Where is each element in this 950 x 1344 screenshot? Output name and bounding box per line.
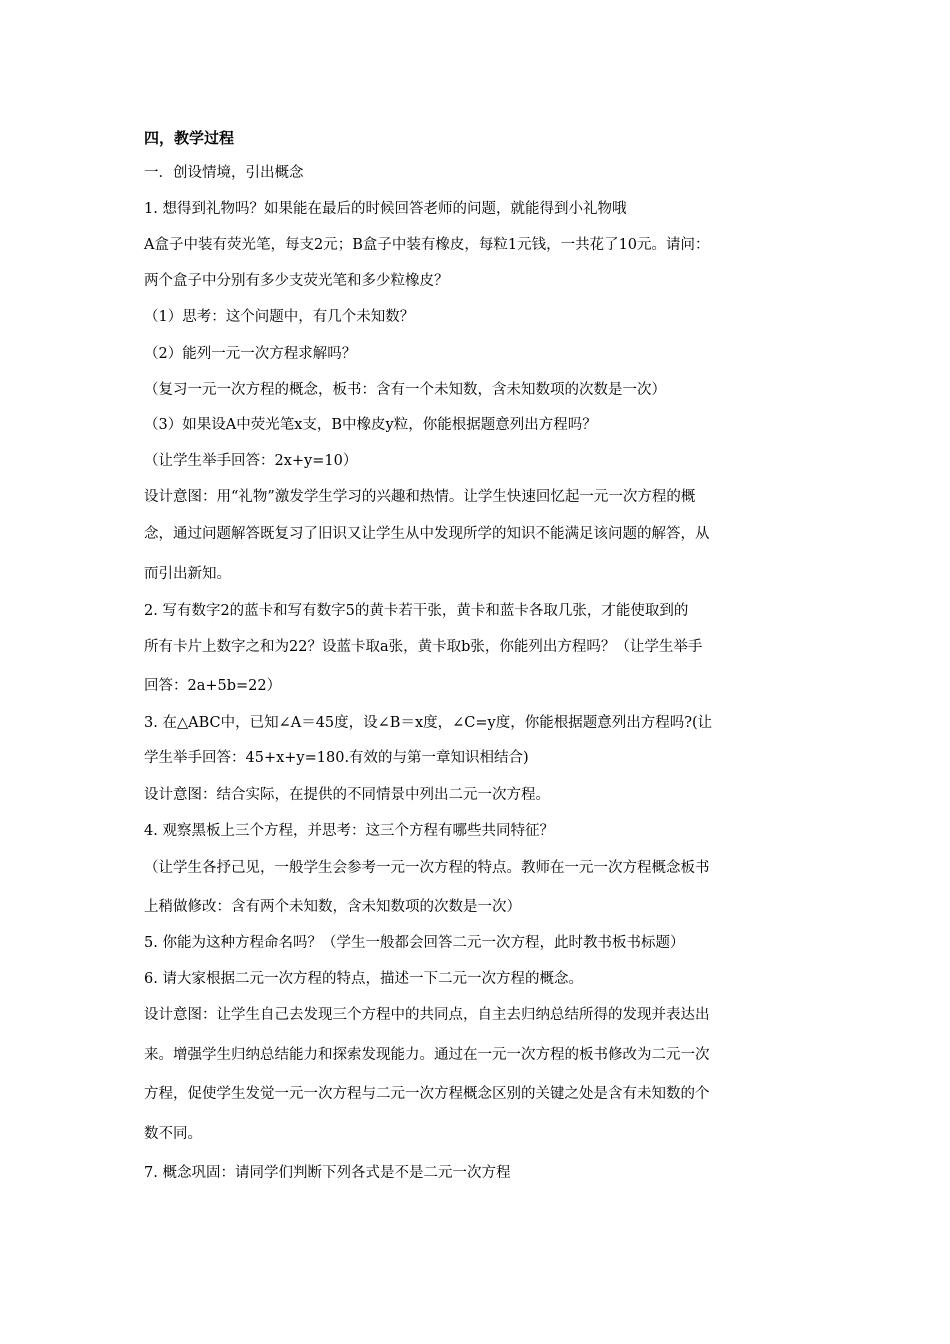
text-line: 5. 你能为这种方程命名吗？（学生一般都会回答二元一次方程，此时教书板书标题） [144, 935, 685, 951]
text-line: （复习一元一次方程的概念，板书：含有一个未知数，含未知数项的次数是一次） [144, 382, 666, 398]
text-line: 回答：2a+5b=22） [144, 678, 282, 694]
text-line: 方程，促使学生发觉一元一次方程与二元一次方程概念区别的关键之处是含有未知数的个 [144, 1086, 710, 1102]
text-line: A盒子中装有荧光笔，每支2元；B盒子中装有橡皮，每粒1元钱，一共花了10元。请问： [144, 237, 710, 253]
text-line: 所有卡片上数字之和为22？设蓝卡取a张，黄卡取b张，你能列出方程吗？（让学生举手 [144, 639, 703, 655]
text-line: 来。增强学生归纳总结能力和探索发现能力。通过在一元一次方程的板书修改为二元一次 [144, 1047, 710, 1063]
text-line: 1. 想得到礼物吗？如果能在最后的时候回答老师的问题，就能得到小礼物哦 [144, 201, 627, 217]
text-line: 念，通过问题解答既复习了旧识又让学生从中发现所学的知识不能满足该问题的解答，从 [144, 526, 710, 542]
text-line: （让学生各抒己见，一般学生会参考一元一次方程的特点。教师在一元一次方程概念板书 [144, 860, 710, 876]
text-line: 设计意图：让学生自己去发现三个方程中的共同点，自主去归纳总结所得的发现并表达出 [144, 1007, 710, 1023]
text-line: 7. 概念巩固：请同学们判断下列各式是不是二元一次方程 [144, 1165, 511, 1181]
text-line: （1）思考：这个问题中，有几个未知数？ [144, 309, 415, 325]
text-line: 两个盒子中分别有多少支荧光笔和多少粒橡皮？ [144, 273, 449, 289]
text-line: 4. 观察黑板上三个方程，并思考：这三个方程有哪些共同特征？ [144, 823, 554, 839]
text-line: 6. 请大家根据二元一次方程的特点，描述一下二元一次方程的概念。 [144, 971, 583, 987]
text-line: （2）能列一元一次方程求解吗？ [144, 346, 357, 362]
text-line: 设计意图：用“礼物”激发学生学习的兴趣和热情。让学生快速回忆起一元一次方程的概 [144, 489, 696, 505]
text-line: 上稍做修改：含有两个未知数，含未知数项的次数是一次） [144, 899, 521, 915]
text-line: 3. 在△ABC中，已知∠A＝45度，设∠B＝x度，∠C=y度，你能根据题意列出方程吗?(让 [144, 715, 713, 731]
text-line: 设计意图：结合实际，在提供的不同情景中列出二元一次方程。 [144, 787, 550, 803]
text-line: （3）如果设A中荧光笔x支，B中橡皮y粒，你能根据题意列出方程吗？ [144, 417, 597, 433]
text-line: 数不同。 [144, 1126, 202, 1142]
text-line: 学生举手回答：45+x+y=180.有效的与第一章知识相结合) [144, 750, 529, 766]
text-line: 一．创设情境，引出概念 [144, 165, 304, 181]
text-line: 2. 写有数字2的蓝卡和写有数字5的黄卡若干张，黄卡和蓝卡各取几张，才能使取到的 [144, 603, 689, 619]
text-line: 而引出新知。 [144, 566, 231, 582]
section-heading: 四，教学过程 [144, 129, 235, 147]
text-line: （让学生举手回答：2x+y=10） [144, 453, 358, 469]
